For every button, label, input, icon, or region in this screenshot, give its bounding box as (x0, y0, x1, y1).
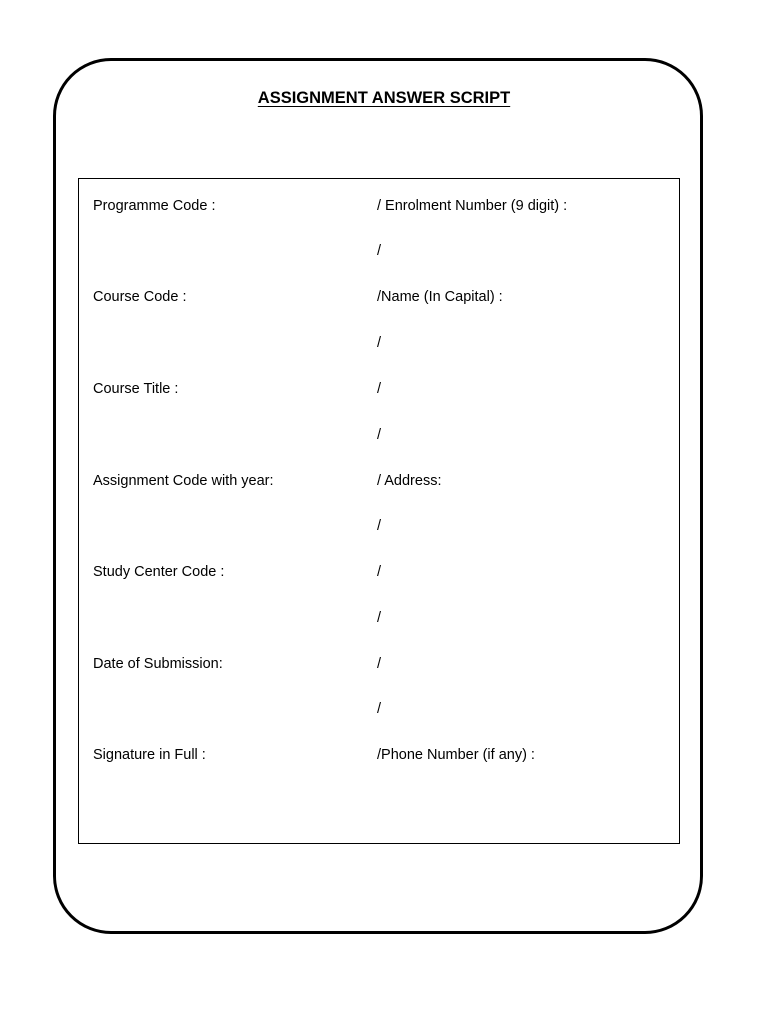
answer-script-form (78, 178, 680, 844)
field-separator: / (377, 518, 382, 534)
field-separator: / (377, 381, 382, 397)
field-programme-code: Programme Code : (93, 198, 216, 214)
field-assignment-code: Assignment Code with year: (93, 473, 274, 489)
page-title: ASSIGNMENT ANSWER SCRIPT (257, 89, 511, 107)
field-separator: / (377, 564, 382, 580)
field-address: / Address: (377, 473, 442, 489)
field-separator: / (377, 610, 382, 626)
field-signature: Signature in Full : (93, 747, 206, 763)
field-separator: / (377, 427, 382, 443)
field-course-code: Course Code : (93, 289, 187, 305)
field-study-center-code: Study Center Code : (93, 564, 225, 580)
field-separator: / (377, 701, 382, 717)
field-separator: / (377, 656, 382, 672)
field-name: /Name (In Capital) : (377, 289, 503, 305)
field-separator: / (377, 243, 382, 259)
field-date-of-submission: Date of Submission: (93, 656, 223, 672)
field-course-title: Course Title : (93, 381, 179, 397)
field-enrolment-number: / Enrolment Number (9 digit) : (377, 198, 568, 214)
field-phone-number: /Phone Number (if any) : (377, 747, 535, 763)
field-separator: / (377, 335, 382, 351)
